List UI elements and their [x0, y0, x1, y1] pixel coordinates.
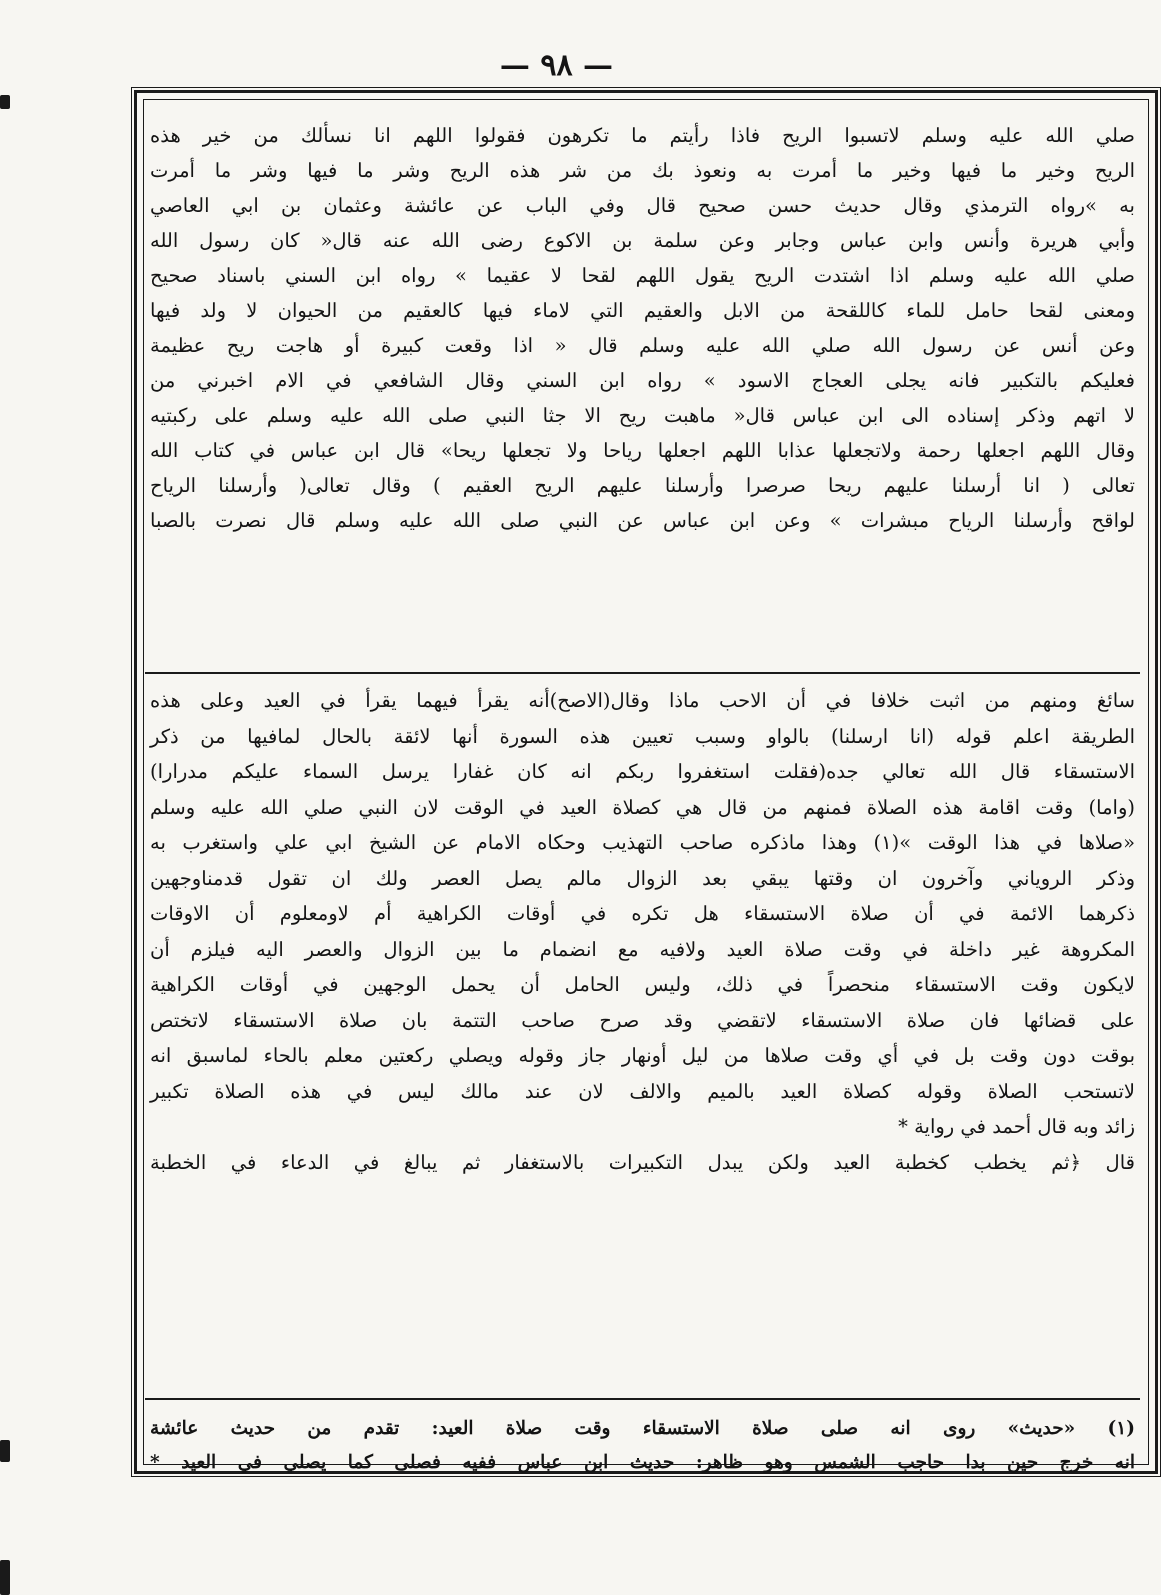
- main-text-line: وعن أنس عن رسول الله صلي الله عليه وسلم قال « اذا وقعت كبيرة أو هاجت ريح عظيمة: [150, 334, 1135, 357]
- commentary-text-line: على قضائها فان صلاة الاستسقاء لاتقضي وقد صرح صاحب التتمة بان صلاة الاستسقاء لاتختص: [150, 1008, 1135, 1032]
- commentary-text-line: لايكون وقت الاستسقاء منحصراً في ذلك، وليس الحامل أن يحمل الوجهين في أوقات الكراهية: [150, 973, 1135, 996]
- main-text-line: تعالى ( انا أرسلنا عليهم ريحا صرصرا وأرسلنا عليهم الريح العقيم ) وقال تعالى( وأرسلنا الرياح: [150, 474, 1135, 497]
- footnote-line: (١) «حديث» روى انه صلى صلاة الاستسقاء وقت صلاة العيد: تقدم من حديث عائشة: [150, 1418, 1135, 1439]
- commentary-text-line: زائد وبه قال أحمد في رواية *: [898, 1115, 1135, 1138]
- main-text-line: به »رواه الترمذي وقال حديث حسن صحيح قال وفي الباب عن عائشة وعثمان بن ابي العاصي: [150, 194, 1135, 217]
- commentary-text-line: ذكرهما الائمة في أن صلاة الاستسقاء هل تكره في أوقات الكراهية أم لاومعلوم أن الاوقات: [150, 902, 1135, 925]
- commentary-text-line: قال ﴿ثم يخطب كخطبة العيد ولكن يبدل التكبيرات بالاستغفار ثم يبالغ في الدعاء في الخطبة: [150, 1150, 1135, 1174]
- commentary-text-line: الاستسقاء قال الله تعالي جده(فقلت استغفروا ربكم انه كان غفارا يرسل السماء عليكم مدرارا): [150, 760, 1135, 783]
- main-text-block: [150, 118, 1135, 538]
- main-text-line: لا اتهم وذكر إسناده الى ابن عباس قال« ماهبت ريح الا جثا النبي صلى الله عليه وسلم على ركبتيه: [150, 404, 1135, 427]
- main-text-line: صلي الله عليه وسلم اذا اشتدت الريح يقول اللهم لقحا لا عقيما » رواه ابن السني باسناد صحيح: [150, 264, 1135, 287]
- commentary-text-line: المكروهة غير داخلة في وقت صلاة العيد ولافيه مع انضمام ما بين الزوال والعصر اليه فيلزم أن: [150, 937, 1135, 961]
- footnote-line: انه خرج حين بدا حاجب الشمس وهو ظاهر: حديث ابن عباس ففيه فصلى كما يصلي في العيد *: [150, 1452, 1135, 1473]
- main-text-line: لواقح وأرسلنا الرياح مبشرات » وعن ابن عباس عن النبي صلى الله عليه وسلم قال نصرت بالصبا: [150, 509, 1135, 532]
- commentary-text-block: [150, 683, 1135, 1180]
- commentary-text-line: (واما) وقت اقامة هذه الصلاة فمنهم من قال هي كصلاة العيد في الوقت لان النبي صلي الله عليه وسلم: [150, 795, 1135, 819]
- main-text-line: وأبي هريرة وأنس وابن عباس وجابر وعن سلمة بن الاكوع رضى الله عنه قال« كان رسول الله: [150, 229, 1135, 252]
- footnote-divider: [145, 1398, 1140, 1400]
- scan-margin-mark: [0, 1440, 10, 1462]
- commentary-text-line: وذكر الروياني وآخرون ان وقتها يبقي بعد الزوال مالم يصل العصر ولك ان تقول قدمناوجهين: [150, 866, 1135, 890]
- main-text-line: صلي الله عليه وسلم لاتسبوا الريح فاذا رأيتم ما تكرهون فقولوا اللهم انا نسألك من خير هذه: [150, 124, 1135, 147]
- commentary-text-line: بوقت دون وقت بل في أي وقت صلاها من ليل أونهار جاز وقوله ويصلي ركعتين معلم بالحاء لماسبق انه: [150, 1044, 1135, 1067]
- scan-margin-mark: [0, 95, 10, 109]
- section-divider: [145, 672, 1140, 674]
- footnote-block: [150, 1412, 1135, 1480]
- main-text-line: فعليكم بالتكبير فانه يجلى العجاج الاسود » رواه ابن السني وقال الشافعي في الام اخبرني من: [150, 369, 1135, 392]
- commentary-text-line: «صلاها في هذا الوقت »(١) وهذا ماذكره صاحب التهذيب وحكاه الامام عن الشيخ ابي علي واستغرب به: [150, 831, 1135, 854]
- commentary-text-line: لاتستحب الصلاة وقوله كصلاة العيد بالميم والالف لان عند مالك ليس في هذه الصلاة تكبير: [150, 1079, 1135, 1103]
- page-number: — ٩٨ —: [499, 48, 614, 83]
- commentary-text-line: سائغ ومنهم من اثبت خلافا في أن الاحب ماذا وقال(الاصح)أنه يقرأ فيهما يقرأ في العيد وعلى هذه: [150, 689, 1135, 712]
- main-text-line: ومعنى لقحا حامل للماء كاللقحة من الابل والعقيم التي لاماء فيها كالعقيم من الحيوان لا ولد فيها: [150, 299, 1135, 322]
- main-text-line: الريح وخير ما فيها وخير ما أمرت به ونعوذ بك من شر هذه الريح وشر ما فيها وشر ما أمرت: [150, 159, 1135, 182]
- commentary-text-line: الطريقة اعلم قوله (انا ارسلنا) بالواو وسبب تعيين هذه السورة أنها لائقة بالحال لمافيها من ذكر: [150, 724, 1135, 748]
- main-text-line: وقال اللهم اجعلها رحمة ولاتجعلها عذابا اللهم اجعلها رياحا ولا تجعلها ريحا» قال ابن عباس في كتاب الله: [150, 439, 1135, 462]
- scan-margin-mark: [0, 1560, 10, 1595]
